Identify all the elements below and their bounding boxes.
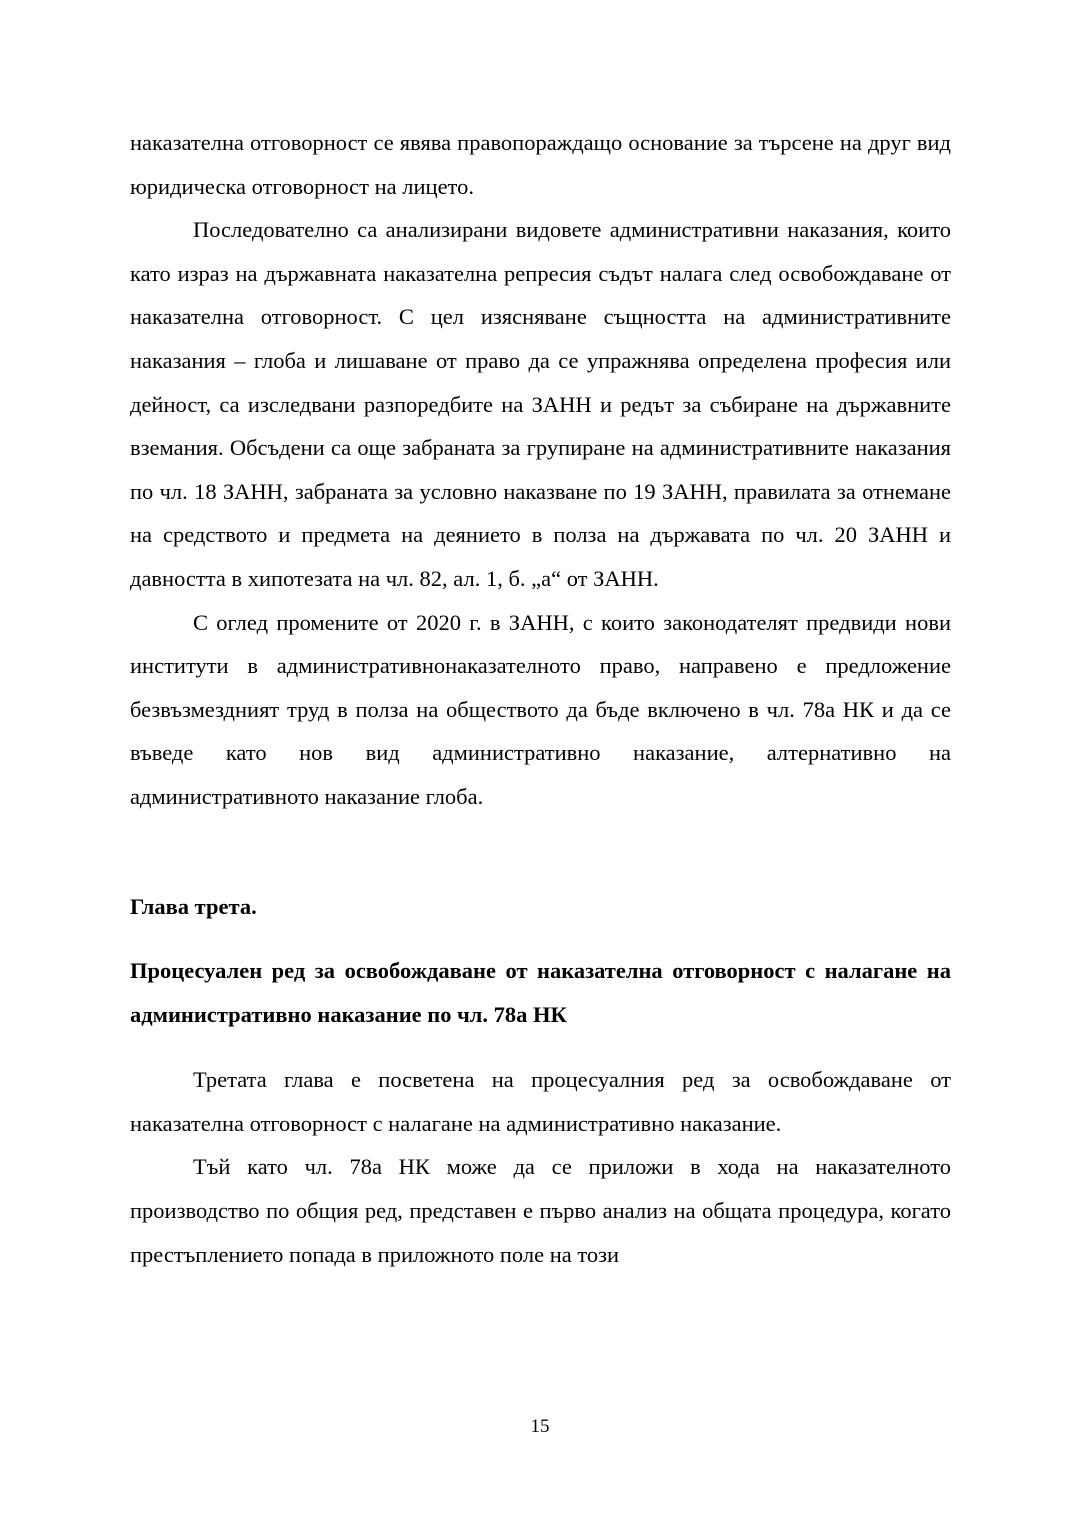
paragraph-2: Последователно са анализирани видовете административни наказания, които като израз на държавната наказателна репресия съдът налага след освобождаване от наказателна отговорност. С цел изясняване същността на административните наказания – глоба и лишаване от право да се упражнява определена професия или дейност, са изследвани разпоредбите на ЗАНН и редът за събиране на държавните вземания. Обсъдени са още забраната за групиране на административните наказания по чл. 18 ЗАНН, забраната за условно наказване по 19 ЗАНН, правилата за отнемане на средството и предмета на деянието в полза на държавата по чл. 20 ЗАНН и давността в хипотезата на чл. 82, ал. 1, б. „а“ от ЗАНН. [130, 217, 951, 591]
paragraph-4: Третата глава е посветена на процесуалния ред за освобождаване от наказателна отговорност с налагане на административно наказание. [130, 1067, 951, 1136]
paragraph-1: наказателна отговорност се явява правопораждащо основание за търсене на друг вид юридическа отговорност на лицето. [130, 130, 951, 199]
chapter-title: Процесуален ред за освобождаване от наказателна отговорност с налагане на административно наказание по чл. 78а НК [130, 958, 951, 1027]
page-body [130, 121, 951, 1276]
paragraph-5: Тъй като чл. 78а НК може да се приложи в хода на наказателното производство по общия ред, представен е първо анализ на общата процедура, когато престъплението попада в приложното поле на този [130, 1154, 951, 1267]
page-number: 15 [530, 1416, 550, 1437]
chapter-label: Глава трета. [130, 893, 257, 919]
paragraph-3: С оглед промените от 2020 г. в ЗАНН, с които законодателят предвиди нови институти в административнонаказателното право, направено е предложение безвъзмездният труд в полза на обществото да бъде включено в чл. 78а НК и да се въведе като нов вид административно наказание, алтернативно на административното наказание глоба. [130, 609, 951, 809]
